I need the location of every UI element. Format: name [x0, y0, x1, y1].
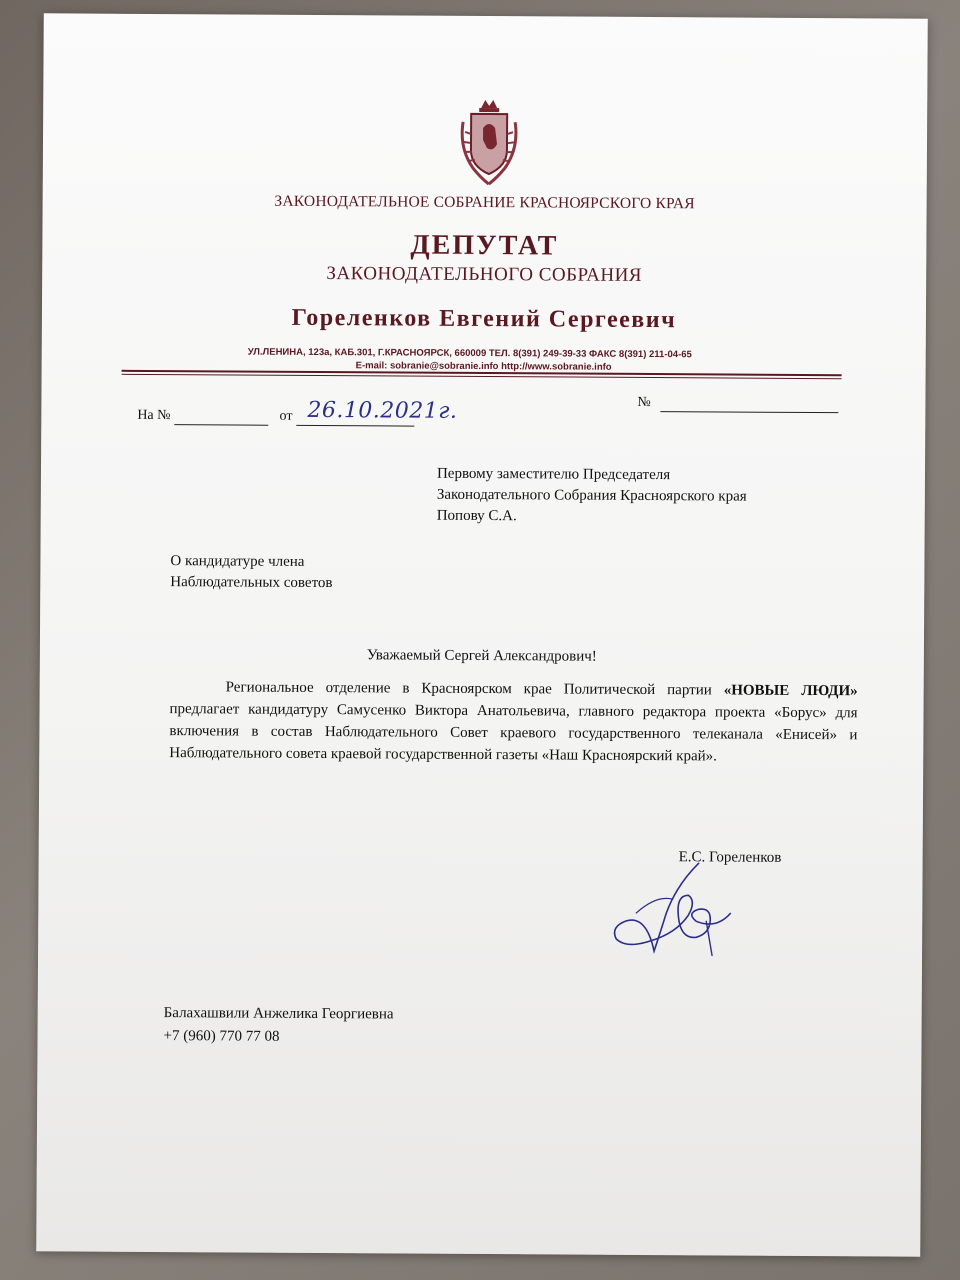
addressee-line: Законодательного Собрания Красноярского края [436, 486, 747, 505]
contact-name: Балахашвили Анжелика Георгиевна [163, 1005, 394, 1023]
party-name: «НОВЫЕ ЛЮДИ» [723, 682, 858, 700]
addressee-line: Первому заместителю Председателя [436, 465, 671, 484]
body-text: предлагает кандидатуру Самусенко Виктора Анатольевича, главного редактора проекта «Борус» для включения в состав Наблюдательного Совет краевого государственного телеканала «Енисей» и Наблюдательного совета краевой государственной газеты «Наш Красноярский край». [169, 701, 858, 765]
body-text: Региональное отделение в Красноярском крае Политической партии [225, 679, 724, 699]
addressee-block [437, 464, 747, 529]
coat-of-arms-icon [457, 98, 522, 190]
handwritten-date: 26.10.2021г. [307, 397, 458, 424]
from-label: от [279, 408, 293, 424]
contact-phone: +7 (960) 770 77 08 [163, 1028, 280, 1045]
outgoing-number-blank [660, 395, 838, 413]
handwritten-signature [606, 855, 737, 966]
deputy-title: ДЕПУТАТ [410, 229, 559, 262]
contact-block [163, 1002, 393, 1049]
assembly-subtitle: ЗАКОНОДАТЕЛЬНОГО СОБРАНИЯ [326, 263, 643, 286]
email-line: E-mail: sobranie@sobranie.info http://www.sobranie.info [355, 360, 612, 373]
organization-name: ЗАКОНОДАТЕЛЬНОЕ СОБРАНИЕ КРАСНОЯРСКОГО КРАЯ [274, 192, 695, 213]
outgoing-number-label: № [637, 394, 651, 411]
letter-body [169, 676, 858, 768]
addressee-line: Попову С.А. [436, 507, 517, 525]
letter-sheet [36, 13, 928, 1256]
signer-name: Е.С. Гореленков [678, 849, 782, 866]
subject-line: О кандидатуре члена [170, 553, 305, 570]
subject-block [170, 551, 332, 594]
outgoing-number-field [637, 395, 838, 413]
subject-line: Наблюдательных советов [170, 574, 333, 592]
greeting: Уважаемый Сергей Александрович! [366, 647, 597, 665]
deputy-name: Гореленков Евгений Сергеевич [291, 304, 677, 334]
reply-number-label: На № [137, 407, 171, 424]
reply-number-blank [174, 408, 268, 426]
address-line: УЛ.ЛЕНИНА, 123а, КАБ.301, Г.КРАСНОЯРСК, 660009 ТЕЛ. 8(391) 249-39-33 ФАКС 8(391) 211-04-65 [247, 346, 692, 361]
